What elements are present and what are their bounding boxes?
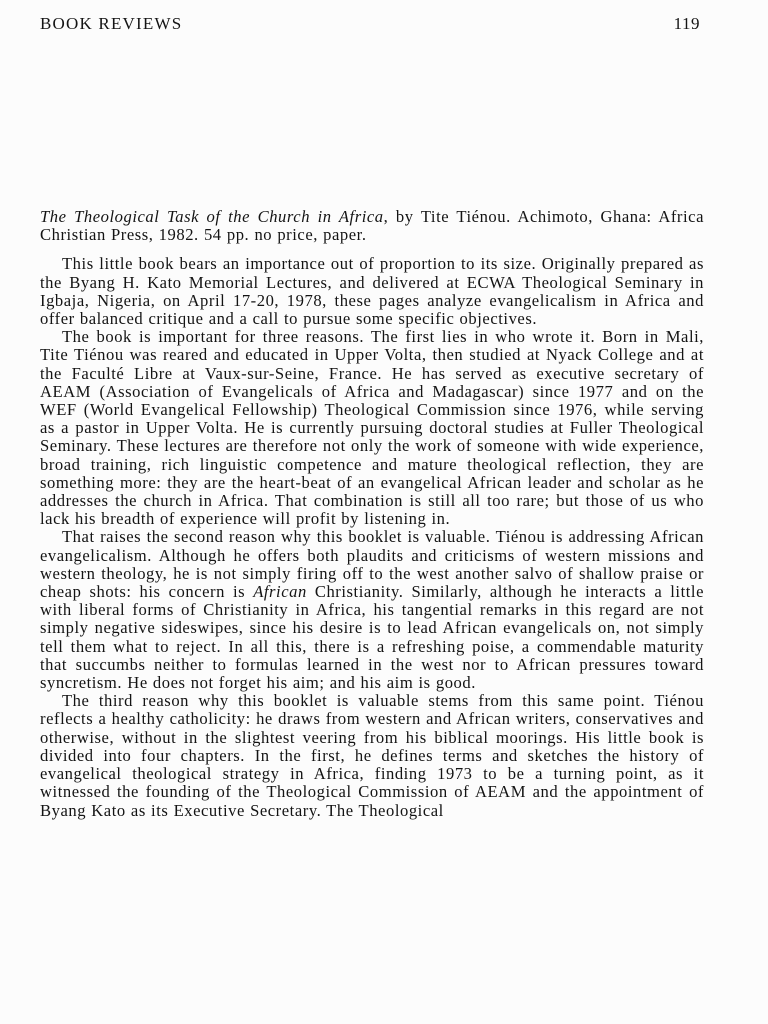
- book-citation: [40, 208, 704, 244]
- paragraph-3: [40, 528, 704, 692]
- paragraph-1: This little book bears an importance out of proportion to its size. Originally prepared as the Byang H. Kato Memorial Lectures, and delivered at ECWA Theological Seminary in Igbaja, Nigeria, on April 17-20, 1978, these pages analyze evangelicalism in Africa and offer balanced critique and a call to pursue some specific objectives.: [40, 254, 704, 329]
- book-review: [40, 208, 704, 820]
- paragraph-3-part-b: Christianity. Similarly, although he interacts a little with liberal forms of Christianity in Africa, his tangential remarks in this regard are not simply negative sideswipes, since his desire is to lead African evangelicals on, not simply tell them what to reject. In all this, there is a refreshing poise, a commendable maturity that succumbs neither to formulas learned in the west nor to African pressures toward syncretism. He does not forget his aim; and his aim is good.: [40, 582, 704, 693]
- paragraph-3-italic: African: [253, 582, 307, 602]
- paragraph-2: The book is important for three reasons. The first lies in who wrote it. Born in Mali, Tite Tiénou was reared and educated in Upper Volta, then studied at Nyack College and at the Faculté Libre at Vaux-sur-Seine, France. He has served as executive secretary of AEAM (Association of Evangelicals of Africa and Madagascar) since 1977 and on the WEF (World Evangelical Fellowship) Theological Commission since 1976, while serving as a pastor in Upper Volta. He is currently pursuing doctoral studies at Fuller Theological Seminary. These lectures are therefore not only the work of someone with wide experience, broad training, rich linguistic competence and mature theological reflection, they are something more: they are the heart-beat of an evangelical African leader and scholar as he addresses the church in Africa. That combination is still all too rare; but those of us who lack his breadth of experience will profit by listening in.: [40, 327, 704, 529]
- running-head: [40, 14, 700, 36]
- book-title: The Theological Task of the Church in Africa: [40, 207, 384, 226]
- page-number: 119: [673, 14, 700, 33]
- paragraph-3-part-a: That raises the second reason why this booklet is valuable. Tiénou is addressing African evangelicalism. Although he offers both plaudits and criticisms of western missions and western theology, he is not simply firing off to the west another salvo of shallow praise or cheap shots: his concern is: [40, 527, 704, 602]
- section-title: BOOK REVIEWS: [40, 14, 183, 33]
- paragraph-4: The third reason why this booklet is valuable stems from this same point. Tiénou reflects a healthy catholicity: he draws from western and African writers, conservatives and otherwise, without in the slightest veering from his biblical moorings. His little book is divided into four chapters. In the first, he defines terms and sketches the history of evangelical theological strategy in Africa, finding 1973 to be a turning point, as it witnessed the founding of the Theological Commission of AEAM and the appointment of Byang Kato as its Executive Secretary. The Theological: [40, 691, 704, 820]
- citation-details: , by Tite Tiénou. Achimoto, Ghana: Africa Christian Press, 1982. 54 pp. no price, paper.: [40, 207, 705, 245]
